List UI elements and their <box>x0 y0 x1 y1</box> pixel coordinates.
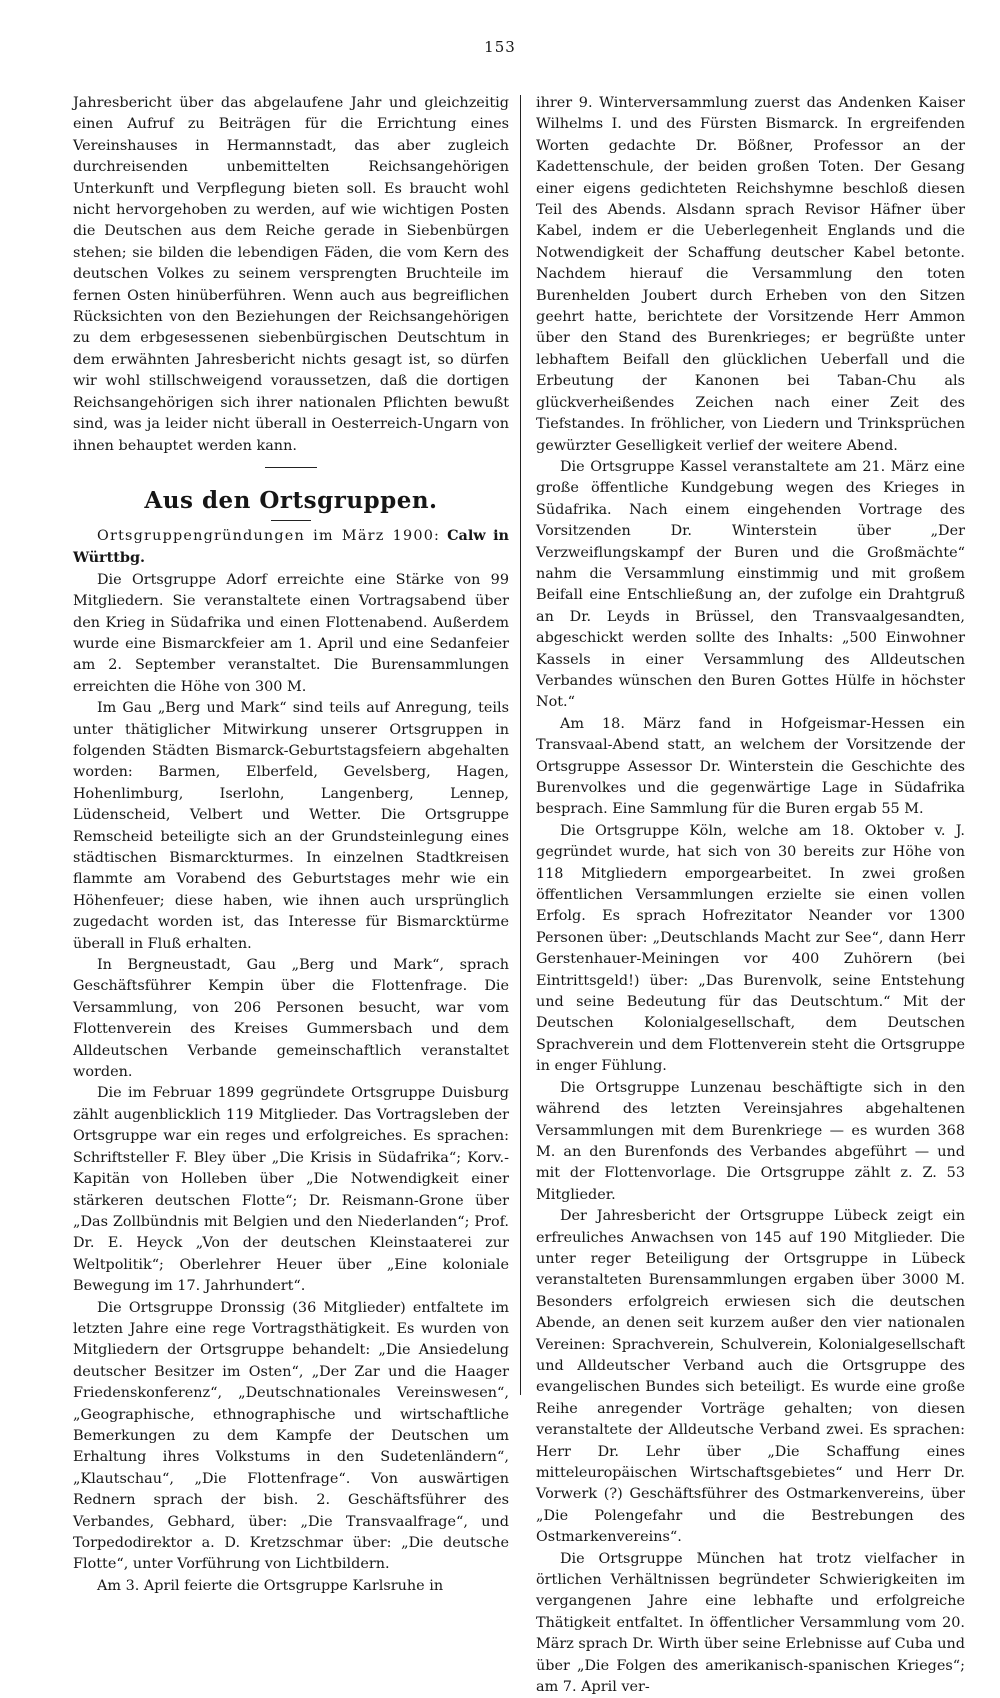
page-number: 153 <box>484 38 516 56</box>
heading-underline <box>271 520 311 521</box>
column-rule <box>520 95 521 1395</box>
paragraph-karlsruhe-cont: ihrer 9. Winterversammlung zuerst das Andenken Kaiser Wilhelms I. und des Fürsten Bismarck. In ergreifenden Worten gedachte Dr. Bößner, Professor an der Kadettenschule, der beiden großen Toten. Der Gesang einer eigens gedichteten Reichshymne beschloß diesen Teil des Abends. Alsdann sprach Revisor Häfner über Kabel, indem er die Ueberlegenheit Englands und die Notwendigkeit der Schaffung deutscher Kabel betonte. Nachdem hierauf die Versammlung den toten Burenhelden Joubert durch Erheben von den Sitzen geehrt hatte, berichtete der Vorsitzende Herr Ammon über den Stand des Burenkrieges; er begrüßte unter lebhaftem Beifall den glücklichen Ueberfall und die Erbeutung der Kanonen bei Taban-Chu als glückverheißendes Zeichen nach einer Zeit des Tiefstandes. In fröhlicher, von Liedern und Trinksprüchen gewürzter Geselligkeit verlief der weitere Abend. <box>536 95 965 454</box>
founding-notice <box>73 525 509 570</box>
founding-label: Ortsgruppengründungen im März 1900: <box>97 527 441 544</box>
paragraph-luebeck: Der Jahresbericht der Ortsgruppe Lübeck zeigt ein erfreuliches Anwachsen von 145 auf 190 Mitglieder. Die unter reger Beteiligung der Ortsgruppe in Lübeck veranstalteten Burensammlungen ergaben über 3000 M. Besonders erfolgreich erwiesen sich die deutschen Abende, an denen seit kurzem außer den vier nationalen Vereinen: Sprachverein, Schulverein, Kolonialgesellschaft und Alldeutscher Verband auch die Ortsgruppe des evangelischen Bundes sich beteiligt. Es wurde eine große Reihe anregender Vorträge gehalten; von diesen veranstaltete der Alldeutsche Verband zwei. Es sprachen: Herr Dr. Lehr über „Die Schaffung eines mitteleuropäischen Wirtschaftsgebietes“ und Herr Dr. Vorwerk (?) Geschäftsführer des Ostmarkenvereins, über „Die Polengefahr und die Bestrebungen des Ostmarkenvereins“. <box>536 1208 965 1546</box>
paragraph-muenchen: Die Ortsgruppe München hat trotz vielfacher in örtlichen Verhältnissen begründeter Schwierigkeiten im vergangenen Jahre eine lebhafte und erfolgreiche Thätigkeit entfaltet. In öffentlicher Versammlung vom 20. März sprach Dr. Wirth über seine Erlebnisse auf Cuba und über „Die Folgen des amerikanisch-spanischen Krieges“; am 7. April ver- <box>536 1550 965 1696</box>
section-divider <box>265 467 317 468</box>
intro-paragraph: Jahresbericht über das abgelaufene Jahr und gleichzeitig einen Aufruf zu Beiträgen für die Errichtung eines Vereinshauses in Hermannstadt, das aber zugleich durchreisenden unbemittelten Reichsangehörigen Unterkunft und Verpflegung bieten soll. Es braucht wohl nicht hervorgehoben zu werden, auf wie wichtigen Posten die Deutschen aus dem Reiche gerade in Siebenbürgen stehen; sie bilden die lebendigen Fäden, die vom Kern des deutschen Volkes zu seinem versprengten Bruchteile im fernen Osten hinüberführen. Wenn auch aus begreiflichen Rücksichten von den Beziehungen der Reichsangehörigen zu dem erbgesessenen siebenbürgischen Deutschtum in dem erwähnten Jahresbericht nichts gesagt ist, so dürfen wir wohl stillschweigend voraussetzen, daß die dortigen Reichsangehörigen sich ihrer nationalen Pflichten bewußt sind, was ja leider nicht überall in Oesterreich-Ungarn von ihnen behauptet werden kann. <box>73 95 509 454</box>
left-column <box>73 93 510 1594</box>
paragraph-lunzenau: Die Ortsgruppe Lunzenau beschäftigte sich in den während des letzten Vereinsjahres abgehaltenen Versammlungen mit dem Burenkriege — es wurden 368 M. an den Burenfonds des Verbandes abgeführt — und mit der Flottenvorlage. Die Ortsgruppe zählt z. Z. 53 Mitglieder. <box>536 1079 965 1203</box>
paragraph-kassel: Die Ortsgruppe Kassel veranstaltete am 21. März eine große öffentliche Kundgebung wegen des Krieges in Südafrika. Nach einem eingehenden Vortrage des Vorsitzenden Dr. Winterstein über „Der Verzweiflungskampf der Buren und die Großmächte“ nahm die Versammlung einstimmig und mit großem Beifall eine Entschließung an, der zufolge ein Drahtgruß an Dr. Leyds in Brüssel, den Transvaalgesandten, abgeschickt werden sollte des Inhalts: „500 Einwohner Kassels in einer Versammlung des Alldeutschen Verbandes wünschen den Buren Gottes Hülfe in höchster Not.“ <box>536 458 965 711</box>
founding-place: Calw in Württbg. <box>73 526 510 567</box>
section-heading: Aus den Ortsgruppen. <box>144 486 438 514</box>
right-column <box>536 93 965 1696</box>
paragraph-karlsruhe: Am 3. April feierte die Ortsgruppe Karlsruhe in <box>97 1577 444 1594</box>
paragraph-bergneustadt: In Bergneustadt, Gau „Berg und Mark“, sprach Geschäftsführer Kempin über die Flottenfrage. Die Versammlung, von 206 Personen besucht, war vom Flottenverein des Kreises Gummersbach und dem Alldeutschen Verbande gemeinschaftlich veranstaltet worden. <box>73 957 509 1081</box>
paragraph-hofgeismar: Am 18. März fand in Hofgeismar-Hessen ein Transvaal-Abend statt, an welchem der Vorsitzende der Ortsgruppe Assessor Dr. Winterstein die Geschichte des Burenvolkes und die gegenwärtige Lage in Südafrika besprach. Eine Sammlung für die Buren ergab 55 M. <box>536 715 965 818</box>
paragraph-koeln: Die Ortsgruppe Köln, welche am 18. Oktober v. J. gegründet wurde, hat sich von 30 bereits zur Höhe von 118 Mitgliedern emporgearbeitet. In zwei großen öffentlichen Versammlungen erzielte sie einen vollen Erfolg. Es sprach Hofrezitator Neander vor 1300 Personen über: „Deutschlands Macht zur See“, dann Herr Gerstenhauer-Meiningen vor 400 Zuhörern (bei Eintrittsgeld!) über: „Das Burenvolk, seine Entstehung und seine Bedeutung für das Deutschtum.“ Mit der Deutschen Kolonialgesellschaft, dem Deutschen Sprachverein und dem Flottenverein steht die Ortsgruppe in enger Fühlung. <box>536 822 965 1075</box>
paragraph-duisburg: Die im Februar 1899 gegründete Ortsgruppe Duisburg zählt augenblicklich 119 Mitglieder. Das Vortragsleben der Ortsgruppe war ein reges und erfolgreiches. Es sprachen: Schriftsteller F. Bley über „Die Krisis in Südafrika“; Korv.-Kapitän von Holleben über „Die Notwendigkeit einer stärkeren deutschen Flotte“; Dr. Reismann-Grone über „Das Zollbündnis mit Belgien und den Niederlanden“; Prof. Dr. E. Heyck „Von der deutschen Kleinstaaterei zur Weltpolitik“; Oberlehrer Heuer über „Eine koloniale Bewegung im 17. Jahrhundert“. <box>73 1085 509 1295</box>
paragraph-berg-und-mark: Im Gau „Berg und Mark“ sind teils auf Anregung, teils unter thätiglicher Mitwirkung unserer Ortsgruppen in folgenden Städten Bismarck-Geburtstagsfeiern abgehalten worden: Barmen, Elberfeld, Gevelsberg, Hagen, Hohenlimburg, Iserlohn, Langenberg, Lennep, Lüdenscheid, Velbert und Wetter. Die Ortsgruppe Remscheid beteiligte sich an der Grundsteinlegung eines städtischen Bismarckturmes. In einzelnen Stadtkreisen flammte am Vorabend des Geburtstages mehr wie ein Höhenfeuer; diese haben, wie ihnen auch ursprünglich zugedacht worden ist, das Interesse für Bismarcktürme überall in Fluß erhalten. <box>73 700 509 952</box>
paragraph-dronssig: Die Ortsgruppe Dronssig (36 Mitglieder) entfaltete im letzten Jahre eine rege Vortragsthätigkeit. Es wurden von Mitgliedern der Ortsgruppe behandelt: „Die Ansiedelung deutscher Besitzer im Osten“, „Der Zar und die Haager Friedenskonferenz“, „Deutschnationales Vereinswesen“, „Geographische, ethnographische und wirtschaftliche Bemerkungen zu dem Kampfe der Deutschen um Erhaltung ihres Volkstums in den Sudetenländern“, „Klautschau“, „Die Flottenfrage“. Von auswärtigen Rednern sprach der bish. 2. Geschäftsführer des Verbandes, Gebhard, über: „Die Transvaalfrage“, und Torpedodirektor a. D. Kretzschmar über: „Die deutsche Flotte“, unter Vorführung von Lichtbildern. <box>73 1299 509 1573</box>
paragraph-adorf: Die Ortsgruppe Adorf erreichte eine Stärke von 99 Mitgliedern. Sie veranstaltete einen Vortragsabend über den Krieg in Südafrika und einen Flottenabend. Außerdem wurde eine Bismarckfeier am 1. April und eine Sedanfeier am 2. September veranstaltet. Die Burensammlungen erreichten die Höhe von 300 M. <box>73 571 509 695</box>
